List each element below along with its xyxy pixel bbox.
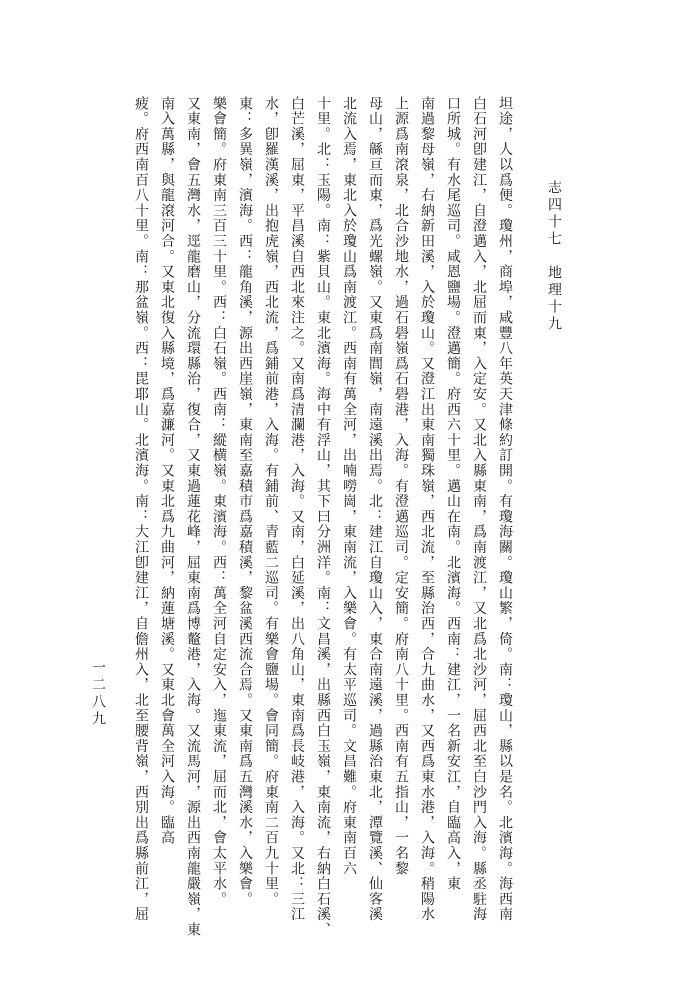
text-column: 白芒溪，屈東，平昌溪自西北來注之。又南爲清瀾港，入海。又南，白延溪，出八角山，東南爲長岐港，入海。又北：三江 [289, 96, 305, 923]
text-column: 南入萬縣，與龍滾河合。又東北復入縣境，爲嘉濂河。又東北爲九曲河，納蓮塘溪。又東北會萬全河入海。臨高 [159, 96, 175, 846]
text-column: 北流入焉，東北入於瓊山爲南渡江。西南有萬全河，出喃嘮崗，東南流，入樂會。有太平巡司。文昌難。府東南百六 [341, 96, 357, 877]
text-column: 疲。府西南百八十里。南：那盆嶺。西：毘耶山。北濱海。南：大江卽建江，自儋州入，北至腰背嶺，西別出爲縣前江，屈 [133, 96, 149, 923]
text-column: 十里。北：玉陽。南：紫貝山。東北濱海。海中有浮山，其下曰分洲洋。南：文昌溪，出縣西白玉嶺，東南流，右納白石溪、 [315, 96, 331, 938]
text-column: 口所城。有水尾巡司。咸恩鹽場。澄邁簡。府西六十里。邁山在南。北濱海。西南：建江，一名新安江，自臨高入，東 [445, 96, 461, 892]
text-column: 樂會簡。府東南三百三十里。西：白石嶺。西南：縱横嶺。東濱海。西：萬全河自定安入，迤東流，屈而北，會太平水。 [211, 96, 227, 907]
text-column: 上源爲南滾泉，北合沙地水，過石礐嶺爲石礐港，入海。有澄邁巡司。定安簡。府南八十里。西南有五指山，一名黎 [393, 96, 409, 877]
text-column: 白石河卽建江，自澄邁入，北屈而東，入定安。又北入縣東南，爲南渡江，又北爲北沙河，屈西北至白沙門入海。縣丞駐海 [471, 96, 487, 923]
text-column: 東：多異嶺，濱海。西：龍角溪，源出西崖嶺，東南至嘉積市爲嘉積溪，黎盆溪西流合焉。又東南爲五灣溪水，入樂會。 [237, 96, 253, 907]
text-column: 水，卽羅漢溪，出抱虎嶺，西北流，爲鋪前港，入海。有鋪前、青藍二巡司。有樂會鹽場。會同簡。府東南二百九十里。 [263, 96, 279, 907]
text-column: 又東南，會五灣水，逕龍磨山，分流環縣治，復合，又東過蓮花峰，屈東南爲博鼇港，入海。又流馬河，源出西南龍嚴嶺，東 [185, 96, 201, 938]
text-column: 坦途，人以爲便。瓊州，商埠，咸豐八年英天津條約訂開。有瓊海關。瓊山繁，倚。南：瓊山，縣以是名。北濱海。海西南 [497, 96, 513, 923]
text-column: 南過黎母嶺，右納新田溪，入於瓊山。又澄江出東南獨珠嶺，西北流，至縣治西，合九曲水，又西爲東水港，入海。稍陽水 [419, 96, 435, 923]
running-header: 志四十七 地理十九 [546, 180, 562, 333]
page-number: 一二八九 [90, 660, 106, 728]
text-column: 母山，緜亘而東，爲光螺嶺。又東爲南閭嶺，南遠溪出焉。北：建江自瓊山入，東合南遠溪，過縣治東北，潭覽溪、仙客溪 [367, 96, 383, 923]
